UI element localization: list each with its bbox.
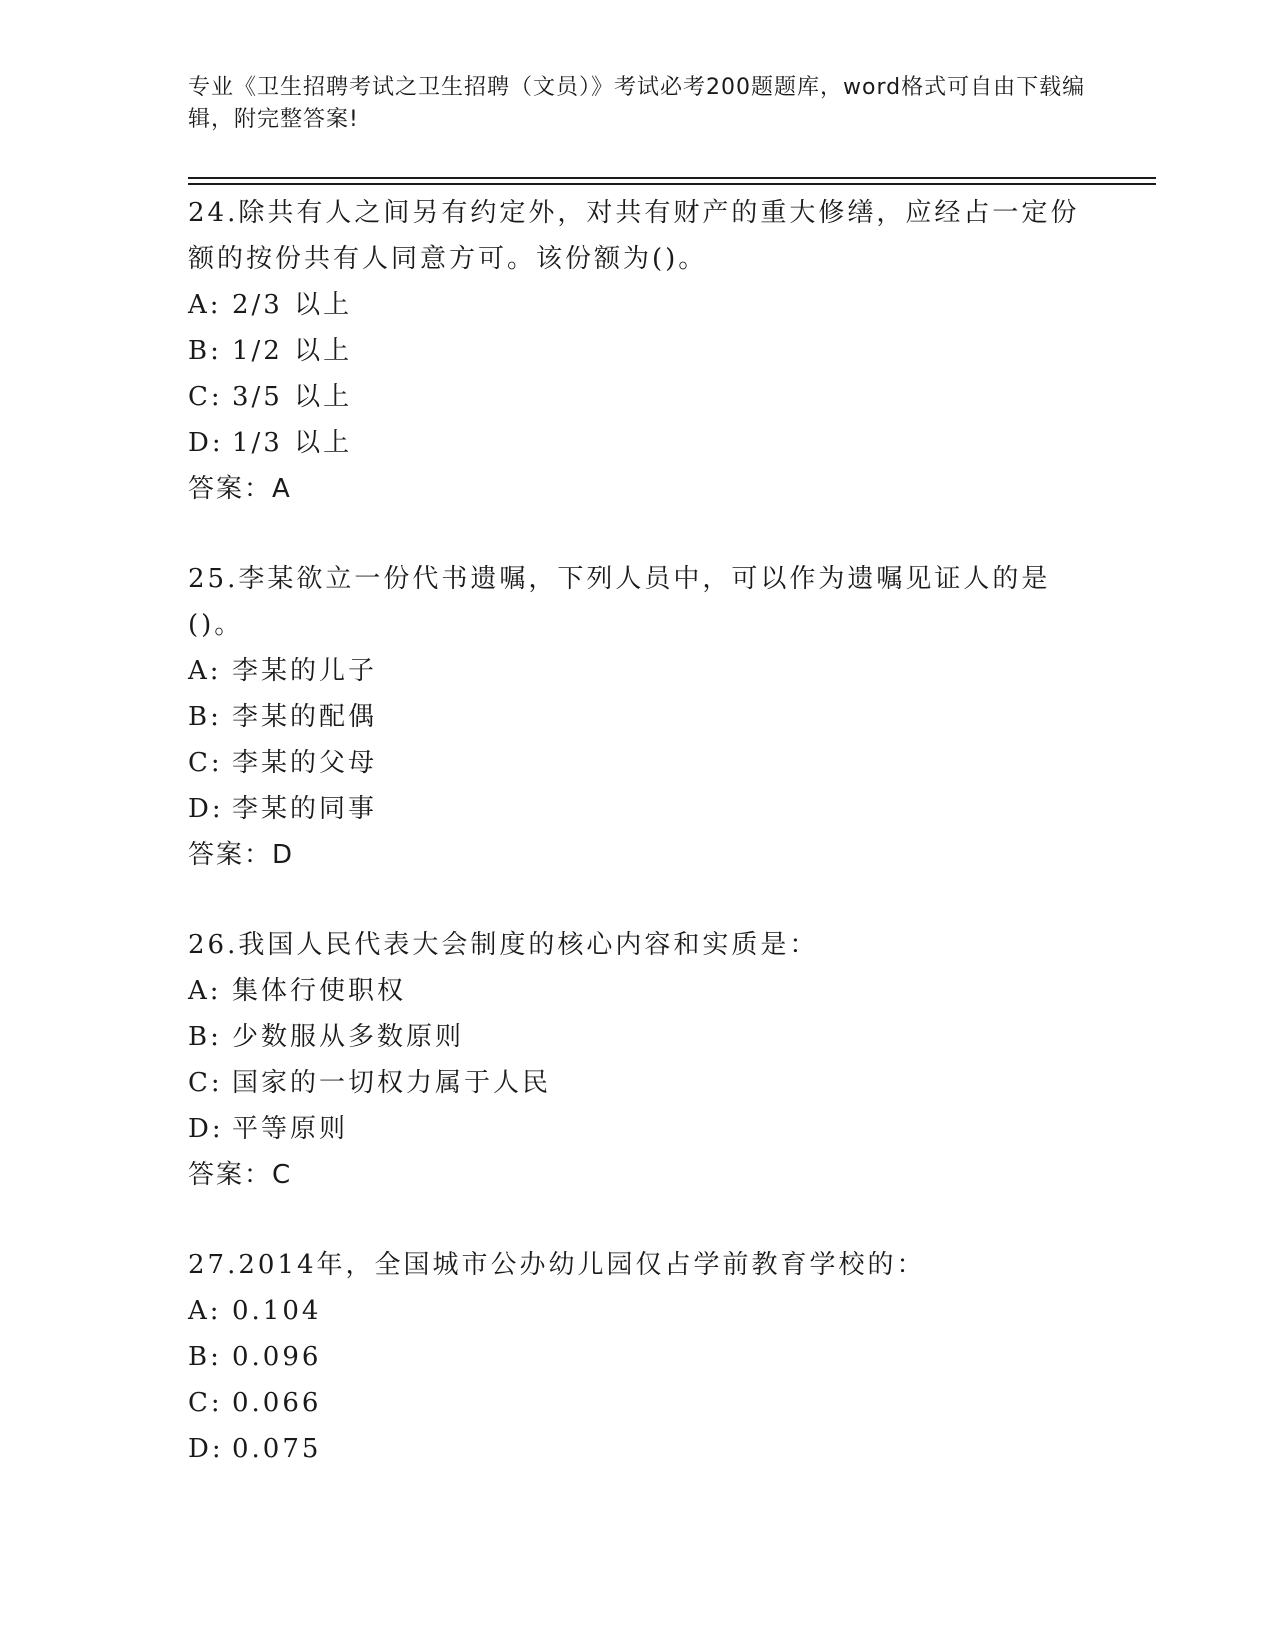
option-d	[188, 420, 1088, 466]
option-text: 1/2 以上	[232, 336, 353, 366]
option-text: 0.096	[232, 1342, 322, 1372]
question-25	[188, 556, 1088, 878]
option-text: 李某的儿子	[232, 656, 378, 686]
question-26	[188, 922, 1088, 1198]
answer-text: 答案：C	[188, 1160, 293, 1190]
option-text: 1/3 以上	[232, 428, 353, 458]
option-text: 国家的一切权力属于人民	[232, 1068, 552, 1098]
option-b	[188, 694, 1088, 740]
option-c	[188, 374, 1088, 420]
option-a	[188, 282, 1088, 328]
option-d	[188, 786, 1088, 832]
question-text: 27.2014年，全国城市公办幼儿园仅占学前教育学校的：	[188, 1250, 926, 1280]
header-rule-top	[188, 177, 1156, 179]
option-d	[188, 1106, 1088, 1152]
option-b	[188, 328, 1088, 374]
option-b	[188, 1014, 1088, 1060]
option-letter: C:	[188, 1388, 223, 1418]
option-c	[188, 740, 1088, 786]
option-text: 0.066	[232, 1388, 322, 1418]
option-text: 李某的父母	[232, 748, 378, 778]
option-letter: A:	[188, 976, 222, 1006]
option-text: 李某的配偶	[232, 702, 378, 732]
option-letter: C:	[188, 382, 223, 412]
header-rule-bottom	[188, 183, 1156, 185]
document-header: 专业《卫生招聘考试之卫生招聘（文员）》考试必考200题题库，word格式可自由下载编辑，附完整答案!	[188, 75, 1086, 132]
option-text: 李某的同事	[232, 794, 378, 824]
option-b	[188, 1334, 1088, 1380]
option-a	[188, 648, 1088, 694]
question-list	[188, 190, 1088, 1516]
option-letter: B:	[188, 1342, 222, 1372]
answer-text: 答案：A	[188, 474, 292, 504]
question-text: 26.我国人民代表大会制度的核心内容和实质是：	[188, 930, 819, 960]
option-text: 平等原则	[232, 1114, 349, 1144]
option-letter: A:	[188, 1296, 222, 1326]
option-text: 0.075	[232, 1434, 322, 1464]
option-text: 3/5 以上	[232, 382, 353, 412]
option-letter: A:	[188, 290, 222, 320]
answer-text: 答案：D	[188, 840, 295, 870]
option-text: 0.104	[232, 1296, 322, 1326]
option-a	[188, 1288, 1088, 1334]
question-text: 25.李某欲立一份代书遗嘱，下列人员中，可以作为遗嘱见证人的是()。	[188, 564, 1051, 640]
option-text: 2/3 以上	[232, 290, 353, 320]
option-letter: C:	[188, 1068, 223, 1098]
option-letter: C:	[188, 748, 223, 778]
option-letter: B:	[188, 336, 222, 366]
option-letter: A:	[188, 656, 222, 686]
option-a	[188, 968, 1088, 1014]
option-c	[188, 1060, 1088, 1106]
question-text: 24.除共有人之间另有约定外，对共有财产的重大修缮，应经占一定份额的按份共有人同意方可。该份额为()。	[188, 198, 1080, 274]
option-text: 少数服从多数原则	[232, 1022, 465, 1052]
question-24	[188, 190, 1088, 512]
option-letter: D:	[188, 1434, 224, 1464]
option-letter: B:	[188, 1022, 222, 1052]
option-text: 集体行使职权	[232, 976, 407, 1006]
question-27	[188, 1242, 1088, 1472]
option-letter: D:	[188, 428, 224, 458]
option-d	[188, 1426, 1088, 1472]
option-letter: D:	[188, 1114, 224, 1144]
option-c	[188, 1380, 1088, 1426]
option-letter: D:	[188, 794, 224, 824]
option-letter: B:	[188, 702, 222, 732]
